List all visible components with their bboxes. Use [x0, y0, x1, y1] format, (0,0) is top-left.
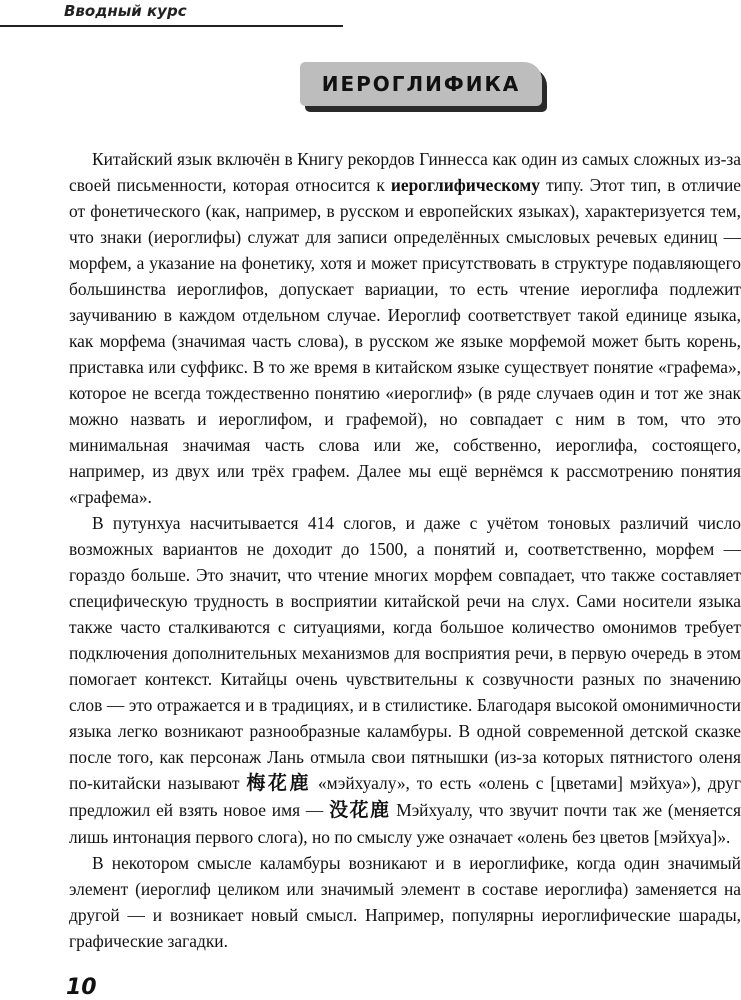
- paragraph-3-text: В некотором смысле каламбуры возникают и в иероглифике, когда один значимый элемент (иероглиф целиком или значимый элемент в составе иероглифа) заменяется на другой — и возникает новый смысл. Например, популярны иероглифические шарады, графические загадки.: [69, 853, 741, 951]
- paragraph-1-bold-term: иероглифическому: [390, 175, 540, 195]
- page-number: 10: [66, 975, 97, 1000]
- paragraph-1-text-b: типу. Этот тип, в отличие от фонетического (как, например, в русском и европейских языках), характеризуется тем, что знаки (иероглифы) служат для записи определённых смысловых речевых единиц — морфем, а указание на фонетику, хотя и может присутствовать в структуре подавляющего большинства иероглифов, допускает вариации, то есть чтение иероглифа подлежит заучиванию в каждом отдельном случае. Иероглиф соответствует такой единице языка, как морфема (значимая часть слова), в русском же языке морфемой может быть корень, приставка или суффикс. В то же время в китайском языке существует понятие «графема», которое не всегда тождественно понятию «иероглиф» (в ряде случаев один и тот же знак можно назвать и иероглифом, и графемой), но совпадает с ним в том, что это минимальная значимая часть слова или же, собственно, иероглифа, состоящего, например, из двух или трёх графем. Далее мы ещё вернёмся к рассмотрению понятия «графема».: [69, 175, 741, 507]
- paragraph-2: [69, 510, 741, 850]
- body-text: [69, 146, 741, 954]
- paragraph-1-text-a: Китайский язык включён в Книгу рекордов Гиннесса как один из самых сложных из-за своей письменности, которая относится к: [69, 149, 741, 195]
- paragraph-2-text-a: В путунхуа насчитывается 414 слогов, и даже с учётом тоновых различий число возможных вариантов не доходит до 1500, а понятий и, соответственно, морфем — гораздо больше. Это значит, что чтение многих морфем совпадает, что также составляет специфическую трудность в восприятии китайской речи на слух. Сами носители языка также часто сталкиваются с ситуациями, когда большое количество омонимов требует подключения дополнительных механизмов для восприятия речи, в первую очередь в этом помогает контекст. Китайцы очень чувствительны к созвучности разных по значению слов — это отражается и в традициях, и в стилистике. Благодаря высокой омонимичности языка легко возникают разнообразные каламбуры. В одной современной детской сказке после того, как персонаж Лань отмыла свои пятнышки (из-за которых пятнистого оленя по-китайски называют: [69, 513, 741, 793]
- paragraph-2-text-c: Мэйхуалу, что звучит почти так же (меняется лишь интонация первого слога), но по смыслу уже означает «олень без цветов [мэйхуа]».: [69, 800, 741, 847]
- running-head: Вводный курс: [64, 2, 187, 20]
- section-title-box: [300, 62, 542, 106]
- header-rule: [0, 25, 343, 27]
- paragraph-3: [69, 850, 741, 954]
- paragraph-2-text-b: «мэйхуалу», то есть «олень с [цветами] мэйхуа»), друг предложил ей взять новое имя —: [69, 773, 741, 820]
- paragraph-1: [69, 146, 741, 510]
- hanzi-meihualu: 梅花鹿: [246, 773, 312, 794]
- hanzi-meihualu-new: 没花鹿: [329, 800, 391, 821]
- section-title: ИЕРОГЛИФИКА: [321, 72, 521, 96]
